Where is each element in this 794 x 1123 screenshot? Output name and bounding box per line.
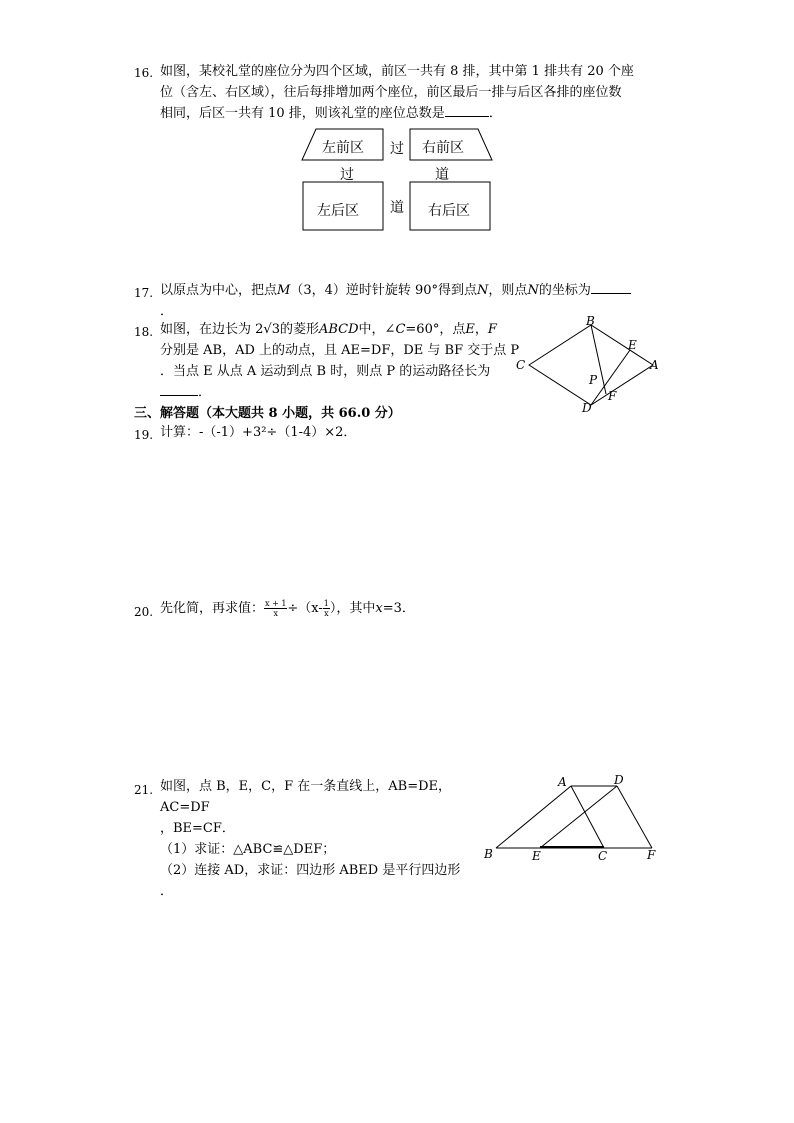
right-back-label: 右后区 bbox=[428, 203, 470, 219]
answer-blank bbox=[445, 116, 489, 117]
left-front-label: 左前区 bbox=[322, 140, 364, 156]
label-a: A bbox=[558, 775, 567, 789]
label-b: B bbox=[586, 314, 595, 328]
label-d: D bbox=[614, 773, 624, 787]
q18-line2: 分别是 AB，AD 上的动点，且 AE=DF，DE 与 BF 交于点 P bbox=[160, 343, 520, 358]
label-c: C bbox=[598, 849, 608, 863]
q21-line1: 如图，点 B，E，C，F 在一条直线上，AB=DE，AC=DF bbox=[160, 779, 452, 815]
question-number: 17. bbox=[134, 286, 154, 300]
label-e: E bbox=[628, 338, 637, 352]
q16-line3: 相同，后区一共有 10 排，则该礼堂的座位总数是 bbox=[160, 106, 445, 121]
q16-line2: 位（含左、右区域），往后每排增加两个座位，前区最后一排与后区各排的座位数 bbox=[160, 85, 622, 100]
segment-ac bbox=[571, 786, 604, 848]
question-number: 16. bbox=[134, 66, 154, 80]
label-f: F bbox=[647, 848, 656, 862]
question-number: 20. bbox=[134, 605, 154, 619]
rhombus-abcd bbox=[529, 325, 653, 405]
question-number: 21. bbox=[134, 783, 154, 797]
q19-text: 计算：-（-1）+3²÷（1-4）×2． bbox=[160, 425, 357, 440]
segment-de bbox=[540, 786, 617, 848]
fraction: $\frac{x + 1}{x}$ bbox=[265, 599, 287, 618]
q18-line3: ．当点 E 从点 A 运动到点 B 时，则点 P 的运动路径长为 bbox=[160, 364, 491, 379]
right-front-label: 右前区 bbox=[422, 140, 464, 156]
q21-line2: ，BE=CF． bbox=[160, 821, 235, 836]
label-e: E bbox=[532, 849, 541, 863]
aisle-label: 过 bbox=[340, 167, 354, 183]
aisle-label: 道 bbox=[390, 200, 404, 216]
aisle-label: 道 bbox=[435, 167, 449, 183]
answer-blank bbox=[160, 395, 198, 396]
label-c: C bbox=[516, 358, 526, 372]
question-number: 18. bbox=[134, 325, 154, 339]
aisle-label: 过 bbox=[390, 141, 404, 157]
label-d: D bbox=[582, 401, 592, 415]
q16-line1: 如图，某校礼堂的座位分为四个区域，前区一共有 8 排，其中第 1 排共有 20 个座 bbox=[160, 64, 634, 79]
rhombus-diagram bbox=[512, 312, 672, 422]
label-a: A bbox=[650, 358, 659, 372]
segment-ab bbox=[496, 786, 571, 848]
label-p: P bbox=[589, 373, 598, 387]
fraction: $\frac{1}{x}$ bbox=[323, 599, 329, 618]
question-number: 19. bbox=[134, 428, 154, 442]
label-f: F bbox=[608, 389, 617, 403]
answer-blank bbox=[591, 293, 631, 294]
section-title: 三、解答题（本大题共 8 小题，共 66.0 分） bbox=[134, 406, 401, 421]
segment-df bbox=[617, 786, 652, 848]
q21-part1: （1）求证：△ABC≌△DEF； bbox=[160, 842, 336, 857]
label-b: B bbox=[484, 847, 493, 861]
q21-part2: （2）连接 AD，求证：四边形 ABED 是平行四边形 bbox=[160, 863, 461, 878]
left-back-label: 左后区 bbox=[317, 203, 359, 219]
parallelogram-diagram bbox=[480, 772, 670, 864]
